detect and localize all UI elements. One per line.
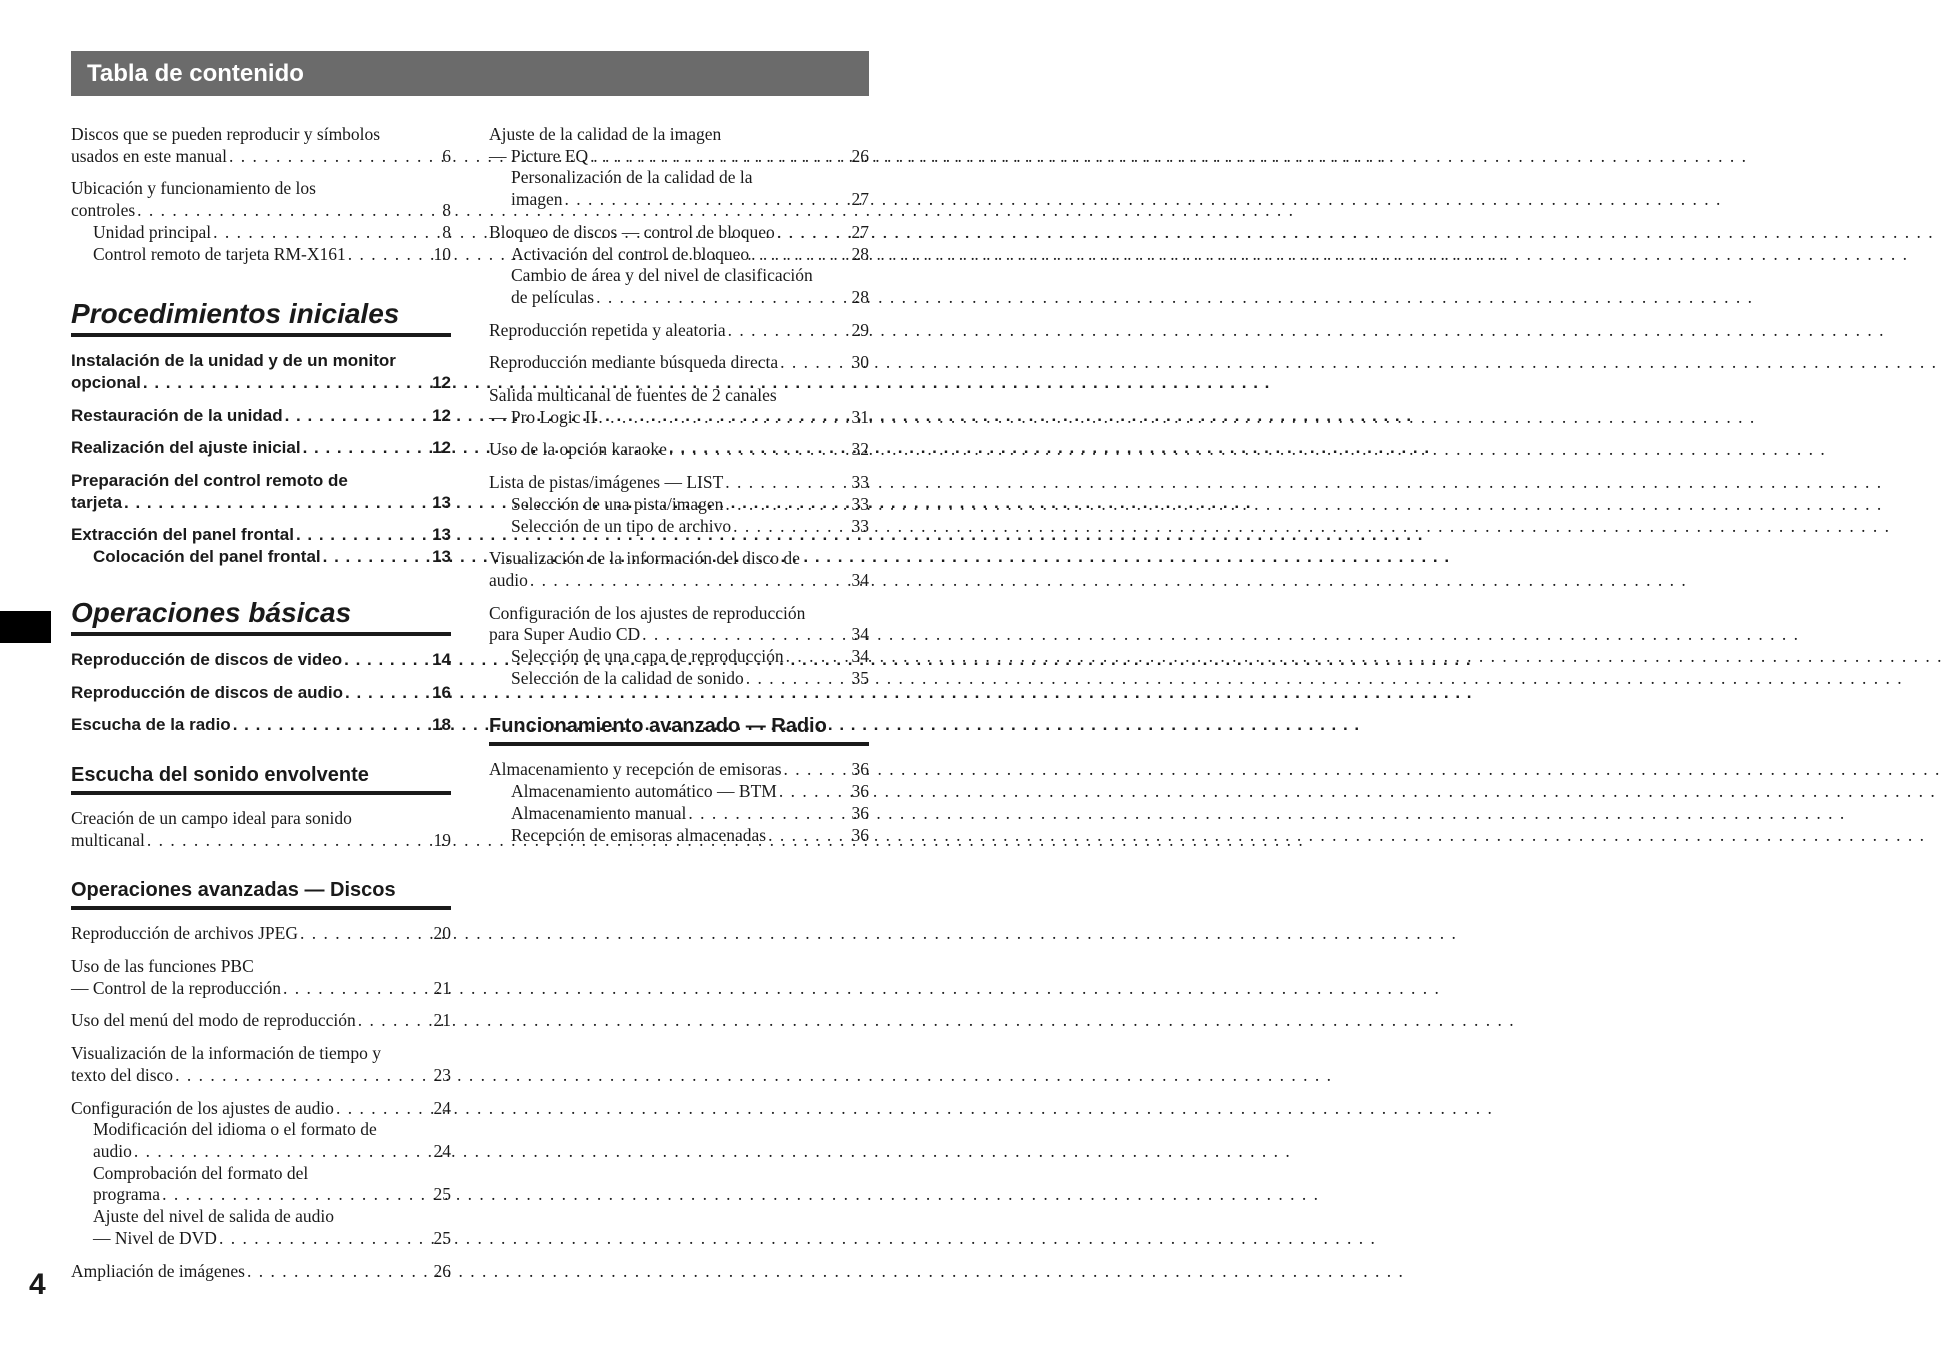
toc-entry-title: Salida multicanal de fuentes de 2 canales: [489, 385, 777, 406]
toc-subentry-line: [489, 189, 869, 211]
toc-entry-line: [71, 524, 451, 546]
toc-entry-title: Ajuste del nivel de salida de audio: [93, 1206, 335, 1227]
toc-entry: [489, 603, 869, 690]
toc-entry-title: Colocación del panel frontal: [93, 547, 321, 567]
toc-entry-line: [71, 714, 451, 736]
toc-entry-title: Instalación de la unidad y de un monitor: [71, 351, 396, 371]
toc-entry: [71, 437, 451, 459]
toc-entry-line: [71, 682, 451, 704]
toc-subentry-line: [489, 825, 869, 847]
section-heading-procedimientos: Procedimientos iniciales: [71, 297, 451, 337]
toc-entry-title: Selección de una capa de reproducción: [511, 646, 784, 667]
toc-entry: [71, 714, 451, 736]
dot-leader: [588, 146, 851, 168]
toc-entry-title: Reproducción de discos de video: [71, 649, 343, 669]
toc-page-number: 30: [851, 352, 869, 373]
toc-entry-title: Realización del ajuste inicial: [71, 438, 301, 458]
toc-entry-title: — Control de la reproducción: [71, 977, 281, 998]
dot-leader: [596, 407, 851, 429]
toc-page-number: 16: [432, 682, 451, 702]
dot-leader: [356, 1010, 434, 1032]
toc-entry-line: [71, 1098, 451, 1120]
toc-entry-title: Comprobación del formato del: [93, 1162, 309, 1183]
dot-leader: [346, 244, 434, 266]
toc-page-number: 27: [851, 221, 869, 242]
toc-entry-line: [489, 222, 869, 244]
toc-entry-line: [489, 472, 869, 494]
toc-entry-line: [71, 978, 451, 1000]
dot-leader: [173, 1065, 433, 1087]
toc-subentry-line: [489, 287, 869, 309]
toc-entry-title: Reproducción mediante búsqueda directa: [489, 352, 779, 373]
toc-entry-title: Selección de la calidad de sonido: [511, 667, 744, 688]
toc-entry: [71, 470, 451, 513]
dot-leader: [778, 352, 851, 374]
toc-entry-line: [71, 1261, 451, 1283]
toc-page-number: 13: [432, 525, 451, 545]
dot-leader: [135, 200, 442, 222]
toc-entry-line: [71, 956, 451, 978]
toc-subentry-line: [489, 668, 869, 690]
toc-page-number: 20: [433, 923, 451, 944]
toc-page-number: 12: [432, 438, 451, 458]
toc-entry-line: [489, 407, 869, 429]
dot-leader: [281, 978, 434, 1000]
toc-subentry-line: [489, 646, 869, 668]
toc-entry-title: Uso de la opción karaoke: [489, 439, 667, 460]
toc-entry-line: [489, 624, 869, 646]
dot-leader: [301, 437, 432, 459]
toc-page-number: 28: [851, 286, 869, 307]
toc-entry-line: [71, 1010, 451, 1032]
toc-entry-title: usados en este manual: [71, 145, 227, 166]
toc-entry-title: Cambio de área y del nivel de clasificación: [511, 265, 813, 286]
toc-entry: [71, 524, 451, 567]
toc-page-number: 12: [432, 405, 451, 425]
toc-entry-title: Modificación del idioma o el formato de: [93, 1119, 377, 1140]
toc-page-number: 34: [851, 569, 869, 590]
toc-entry-title: Recepción de emisoras almacenadas: [511, 824, 767, 845]
toc-entry-title: Bloqueo de discos — control de bloqueo: [489, 221, 775, 242]
toc-entry: [71, 178, 451, 265]
toc-entry-title: Reproducción de archivos JPEG: [71, 923, 298, 944]
toc-entry: [71, 956, 451, 999]
toc-page-number: 24: [433, 1097, 451, 1118]
toc-entry-title: Visualización de la información del disco de: [489, 548, 800, 569]
toc-subentry-line: [71, 546, 451, 568]
toc-entry-line: [71, 492, 451, 514]
section-heading-radio: Funcionamiento avanzado — Radio: [489, 713, 869, 746]
toc-page-number: 25: [433, 1184, 451, 1205]
toc-entry: [71, 1043, 451, 1086]
dot-leader: [784, 646, 852, 668]
toc-entry-line: [489, 570, 869, 592]
dot-leader: [342, 649, 432, 671]
toc-entry-line: [71, 372, 451, 394]
toc-entry-line: [489, 439, 869, 461]
dot-leader: [723, 472, 851, 494]
toc-page-number: 34: [851, 624, 869, 645]
dot-leader: [723, 494, 851, 516]
dot-leader: [726, 320, 852, 342]
toc-entry-title: opcional: [71, 372, 141, 392]
right-entries: [489, 124, 869, 689]
toc-entry-title: programa: [93, 1184, 161, 1205]
toc-page-number: 23: [433, 1064, 451, 1085]
procedimientos-entries: [71, 350, 451, 568]
toc-page-number: 33: [851, 472, 869, 493]
toc-entry: [71, 1010, 451, 1032]
toc-entry-title: Ajuste de la calidad de la imagen: [489, 124, 722, 144]
envolvente-entries: [71, 808, 451, 851]
dot-leader: [132, 1141, 434, 1163]
toc-entry-line: [71, 1043, 451, 1065]
toc-entry-title: texto del disco: [71, 1064, 174, 1085]
section-tab-marker: [0, 611, 51, 643]
toc-entry-title: Configuración de los ajustes de reproducción: [489, 602, 806, 623]
toc-entry-title: Escucha de la radio: [71, 715, 231, 735]
toc-entry-title: Selección de una pista/imagen: [511, 493, 724, 514]
toc-entry-title: audio: [93, 1140, 132, 1161]
toc-entry-line: [71, 146, 451, 168]
toc-entry: [71, 808, 451, 851]
toc-page-number: 10: [433, 243, 451, 264]
toc-page-number: 12: [432, 372, 451, 392]
toc-page-number: 18: [432, 715, 451, 735]
toc-subentry-line: [489, 244, 869, 266]
toc-subentry-line: [71, 1141, 451, 1163]
toc-entry-title: Restauración de la unidad: [71, 405, 283, 425]
dot-leader: [283, 405, 432, 427]
toc-entry-line: [71, 470, 451, 492]
dot-leader: [294, 524, 432, 546]
toc-entry-line: [489, 385, 869, 407]
toc-entry-title: Visualización de la información de tiempo y: [71, 1043, 381, 1064]
dot-leader: [227, 146, 442, 168]
toc-entry-title: Creación de un campo ideal para sonido: [71, 807, 352, 828]
page-title: [71, 51, 869, 96]
toc-entry-line: [71, 808, 451, 830]
toc-entry-title: Almacenamiento automático — BTM: [511, 781, 777, 802]
toc-entry-line: [71, 124, 451, 146]
dot-leader: [782, 759, 852, 781]
toc-subentry-line: [489, 494, 869, 516]
left-column: [71, 124, 451, 1293]
toc-entry-line: [489, 759, 869, 781]
toc-entry-line: [71, 350, 451, 372]
toc-entry-line: [71, 200, 451, 222]
toc-entry: [71, 124, 451, 167]
dot-leader: [744, 668, 852, 690]
toc-entry-title: Reproducción de discos de audio: [71, 682, 344, 702]
toc-entry: [489, 548, 869, 591]
section-heading-discos: Operaciones avanzadas — Discos: [71, 877, 451, 910]
section-heading-envolvente: Escucha del sonido envolvente: [71, 762, 451, 795]
dot-leader: [321, 546, 432, 568]
toc-entry-title: Extracción del panel frontal: [71, 525, 294, 545]
toc-entry-line: [489, 352, 869, 374]
toc-page-number: 28: [851, 243, 869, 264]
dot-leader: [141, 372, 432, 394]
toc-entry-title: Discos que se pueden reproducir y símbolos: [71, 124, 381, 144]
toc-entry-title: Almacenamiento manual: [511, 802, 687, 823]
section-heading-basicas: Operaciones básicas: [71, 596, 451, 636]
toc-page-number: 13: [432, 547, 451, 567]
toc-subentry-line: [71, 1119, 451, 1141]
toc-page-number: 31: [851, 406, 869, 427]
toc-entry-title: — Picture EQ: [489, 145, 589, 166]
toc-page-number: 29: [851, 319, 869, 340]
dot-leader: [563, 189, 852, 211]
dot-leader: [145, 830, 434, 852]
toc-entry: [71, 350, 451, 393]
toc-entry-title: audio: [489, 569, 528, 590]
toc-page-number: 24: [433, 1140, 451, 1161]
dot-leader: [749, 244, 851, 266]
toc-page-number: 35: [851, 667, 869, 688]
toc-entry-title: multicanal: [71, 829, 145, 850]
toc-entry: [71, 1098, 451, 1250]
toc-page-number: 27: [851, 189, 869, 210]
toc-entry-line: [489, 548, 869, 570]
toc-subentry-line: [71, 222, 451, 244]
toc-entry-title: Almacenamiento y recepción de emisoras: [489, 759, 782, 780]
toc-entry-title: para Super Audio CD: [489, 624, 641, 645]
toc-entry: [489, 385, 869, 428]
toc-subentry-line: [489, 167, 869, 189]
toc-subentry-line: [71, 1184, 451, 1206]
toc-entry-title: Ampliación de imágenes: [71, 1260, 245, 1281]
toc-entry-title: controles: [71, 200, 136, 221]
toc-entry-line: [71, 830, 451, 852]
dot-leader: [594, 287, 851, 309]
toc-entry-title: Unidad principal: [93, 221, 212, 242]
toc-entry: [71, 682, 451, 704]
toc-page-number: 36: [851, 802, 869, 823]
toc-entry-title: — Nivel de DVD: [93, 1227, 217, 1248]
dot-leader: [667, 439, 852, 461]
dot-leader: [334, 1098, 434, 1120]
toc-page-number: 36: [851, 759, 869, 780]
toc-entry-title: Control remoto de tarjeta RM-X161: [93, 243, 346, 264]
dot-leader: [640, 624, 851, 646]
toc-entry-title: Uso de las funciones PBC: [71, 956, 254, 977]
toc-page-number: 36: [851, 781, 869, 802]
toc-page-number: 13: [432, 492, 451, 512]
toc-entry: [489, 222, 869, 309]
dot-leader: [686, 803, 851, 825]
toc-entry-title: Uso del menú del modo de reproducción: [71, 1010, 356, 1031]
toc-page-number: 32: [851, 439, 869, 460]
toc-entry-line: [489, 124, 869, 146]
dot-leader: [217, 1228, 434, 1250]
toc-page-number: 14: [432, 649, 451, 669]
toc-entry: [71, 923, 451, 945]
toc-entry: [71, 649, 451, 671]
toc-entry-title: Configuración de los ajustes de audio: [71, 1097, 334, 1118]
toc-page-number: 33: [851, 493, 869, 514]
toc-entry: [71, 405, 451, 427]
toc-subentry-line: [489, 803, 869, 825]
toc-subentry-line: [71, 1228, 451, 1250]
right-column: [489, 124, 869, 857]
dot-leader: [211, 222, 442, 244]
toc-entry-title: de películas: [511, 286, 595, 307]
radio-entries: [489, 759, 869, 846]
toc-entry-line: [489, 146, 869, 168]
toc-subentry-line: [71, 244, 451, 266]
toc-subentry-line: [71, 1163, 451, 1185]
toc-entry-title: Reproducción repetida y aleatoria: [489, 319, 726, 340]
toc-subentry-line: [489, 516, 869, 538]
page-number: 4: [29, 1268, 46, 1301]
dot-leader: [298, 923, 434, 945]
toc-page-number: 33: [851, 515, 869, 536]
toc-entry: [489, 472, 869, 537]
toc-entry-title: — Pro Logic II: [489, 406, 597, 427]
dot-leader: [160, 1184, 433, 1206]
intro-entries: [71, 124, 451, 265]
toc-page-number: 36: [851, 824, 869, 845]
toc-entry-line: [71, 178, 451, 200]
toc-entry-line: [71, 405, 451, 427]
dot-leader: [245, 1261, 434, 1283]
dot-leader: [528, 570, 852, 592]
toc-entry-title: Lista de pistas/imágenes — LIST: [489, 472, 724, 493]
toc-page-number: 6: [442, 145, 451, 166]
toc-entry-title: Preparación del control remoto de: [71, 471, 348, 491]
toc-entry-line: [71, 1065, 451, 1087]
dot-leader: [122, 492, 432, 514]
toc-page-number: 21: [433, 1010, 451, 1031]
toc-page-number: 26: [851, 145, 869, 166]
toc-entry-title: Personalización de la calidad de la: [511, 167, 753, 188]
toc-page-number: 26: [433, 1260, 451, 1281]
toc-entry-line: [71, 649, 451, 671]
toc-entry: [489, 439, 869, 461]
dot-leader: [766, 825, 851, 847]
toc-entry: [71, 1261, 451, 1283]
toc-entry-title: Selección de un tipo de archivo: [511, 515, 732, 536]
toc-entry-line: [489, 320, 869, 342]
dot-leader: [231, 714, 432, 736]
toc-entry-line: [71, 923, 451, 945]
basicas-entries: [71, 649, 451, 736]
toc-subentry-line: [489, 781, 869, 803]
toc-entry-title: imagen: [511, 189, 563, 210]
toc-page-number: 21: [433, 977, 451, 998]
dot-leader: [777, 781, 852, 803]
dot-leader: [731, 516, 851, 538]
dot-leader: [343, 682, 432, 704]
page-title-text: Tabla de contenido: [87, 60, 304, 87]
toc-entry: [489, 124, 869, 211]
toc-entry-title: Activación del control de bloqueo: [511, 243, 750, 264]
toc-entry-line: [489, 603, 869, 625]
toc-page-number: 19: [433, 829, 451, 850]
toc-page-number: 8: [442, 200, 451, 221]
toc-entry-title: Ubicación y funcionamiento de los: [71, 178, 316, 199]
toc-entry: [489, 759, 869, 846]
toc-entry: [489, 320, 869, 342]
toc-subentry-line: [489, 265, 869, 287]
discos-entries: [71, 923, 451, 1282]
dot-leader: [775, 222, 852, 244]
toc-page-number: 8: [442, 221, 451, 242]
toc-entry-line: [71, 437, 451, 459]
toc-subentry-line: [71, 1206, 451, 1228]
toc-page-number: 25: [433, 1227, 451, 1248]
toc-page-number: 34: [851, 646, 869, 667]
toc-entry-title: tarjeta: [71, 492, 123, 512]
toc-entry: [489, 352, 869, 374]
